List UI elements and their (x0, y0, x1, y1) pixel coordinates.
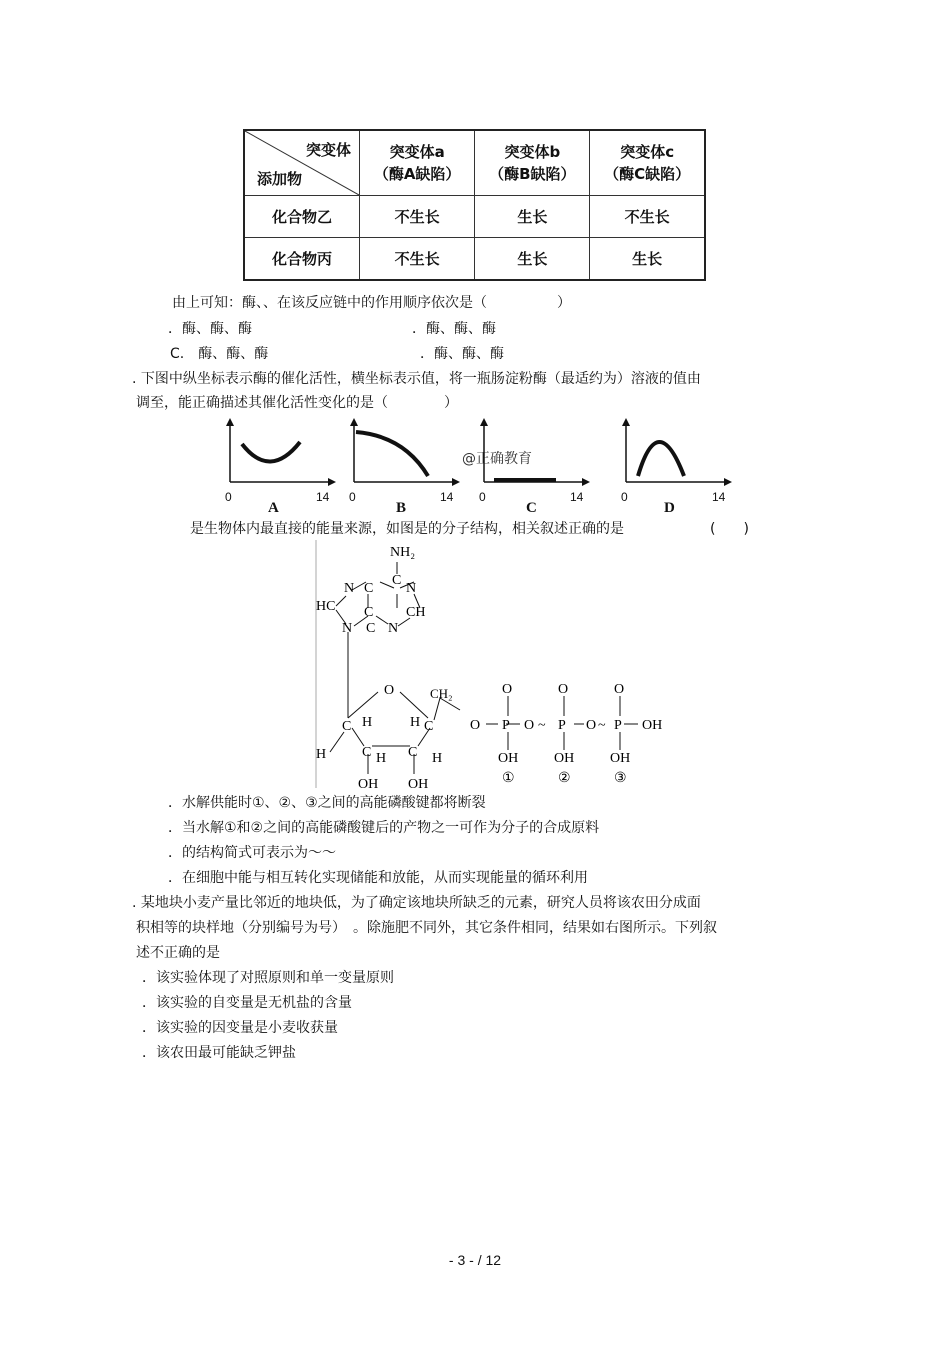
graph-a-x0: 0 (225, 490, 232, 504)
svg-text:O: O (384, 683, 395, 698)
svg-text:OH: OH (498, 751, 519, 766)
svg-text:H: H (316, 747, 327, 762)
table-corner-cell (244, 130, 360, 196)
graph-b-label: B (396, 500, 407, 516)
graph-d-curve (638, 442, 684, 476)
svg-text:C: C (392, 573, 402, 588)
row-label: 化合物乙 (244, 196, 360, 238)
wheat-option-b[interactable]: ．该实验的自变量是无机盐的含量 (142, 995, 352, 1011)
wheat-question-line3: 述不正确的是 (136, 945, 220, 961)
graph-c-x1: 14 (570, 490, 584, 504)
graph-a-label: A (268, 500, 279, 516)
wheat-option-a[interactable]: ．该实验体现了对照原则和单一变量原则 (142, 970, 394, 986)
svg-text:O: O (524, 718, 535, 733)
graph-b-x1: 14 (440, 490, 454, 504)
graph-c[interactable] (476, 418, 596, 516)
graph-d[interactable] (618, 418, 738, 516)
svg-text:H: H (362, 715, 373, 730)
col-header-sub: （酶B缺陷） (489, 165, 576, 183)
enzyme-option-d[interactable]: ．酶、酶、酶 (420, 346, 504, 362)
svg-text:C: C (362, 745, 372, 760)
table-cell: 不生长 (360, 237, 475, 280)
wheat-question-line2: 积相等的块样地（分别编号为号） 。除施肥不同外，其它条件相同，结果如右图所示。下列叙 (136, 920, 717, 936)
atp-option-d[interactable]: ．在细胞中能与相互转化实现储能和放能，从而实现能量的循环利用 (168, 870, 588, 886)
corner-top-label: 突变体 (305, 141, 351, 159)
col-header-sub: （酶C缺陷） (604, 165, 691, 183)
graph-c-label: C (526, 500, 537, 516)
graph-a-x1: 14 (316, 490, 330, 504)
graph-b[interactable] (346, 418, 466, 516)
col-header-sub: （酶A缺陷） (373, 165, 461, 183)
col-header-name: 突变体c (620, 143, 675, 161)
graph-d-label: D (664, 500, 675, 516)
svg-text:P: P (558, 718, 566, 733)
svg-text:CH: CH (406, 605, 426, 620)
svg-text:OH: OH (358, 777, 379, 790)
svg-text:N: N (344, 581, 355, 596)
graph-a-curve (242, 442, 300, 462)
graph-b-plot (346, 418, 466, 488)
svg-text:N: N (406, 581, 417, 596)
svg-text:P: P (614, 718, 622, 733)
enzyme-question-stem: 由上可知：酶、、在该反应链中的作用顺序依次是（ ） (172, 295, 571, 311)
svg-text:O: O (470, 718, 481, 733)
table-row (244, 237, 705, 280)
table-row (244, 196, 705, 238)
enzyme-option-c[interactable]: C. 酶、酶、酶 (170, 346, 269, 362)
atp-option-a[interactable]: ．水解供能时①、②、③之间的高能磷酸键都将断裂 (168, 795, 486, 811)
svg-text:P: P (502, 718, 510, 733)
svg-text:C: C (342, 719, 352, 734)
svg-text:HC: HC (316, 599, 336, 614)
atp-option-b[interactable]: ．当水解①和②之间的高能磷酸键后的产物之一可作为分子的合成原料 (168, 820, 600, 836)
wheat-option-c[interactable]: ．该实验的因变量是小麦收获量 (142, 1020, 338, 1036)
svg-text:OH: OH (408, 777, 429, 790)
svg-text:H: H (432, 751, 443, 766)
marker-1: ① (502, 771, 515, 786)
ph-question-line1: . 下图中纵坐标表示酶的催化活性，横坐标表示值，将一瓶肠淀粉酶（最适约为）溶液的值由 (132, 371, 701, 387)
wheat-question-line1: . 某地块小麦产量比邻近的地块低，为了确定该地块所缺乏的元素，研究人员将该农田分成面 (132, 895, 701, 911)
col-header-name: 突变体a (389, 143, 445, 161)
enzyme-option-a[interactable]: ．酶、酶、酶 (168, 321, 252, 337)
col-header (590, 130, 705, 196)
table-cell: 不生长 (360, 196, 475, 238)
wheat-option-d[interactable]: ．该农田最可能缺乏钾盐 (142, 1045, 296, 1061)
graph-b-x0: 0 (349, 490, 356, 504)
page-number: - 3 - / 12 (448, 1252, 502, 1268)
mutant-table (243, 129, 706, 281)
svg-text:N: N (388, 621, 399, 636)
graph-b-curve (356, 432, 428, 476)
svg-text:C: C (366, 621, 376, 636)
svg-text:CH₂: CH₂ (430, 686, 453, 701)
graph-c-x0: 0 (479, 490, 486, 504)
graph-d-plot (618, 418, 738, 488)
col-header-name: 突变体b (504, 143, 561, 161)
svg-text:N: N (342, 621, 353, 636)
graph-a-plot (222, 418, 342, 488)
svg-text:OH: OH (642, 718, 663, 733)
svg-text:C: C (424, 719, 434, 734)
graph-d-x1: 14 (712, 490, 726, 504)
graph-d-x0: 0 (621, 490, 628, 504)
atp-option-c[interactable]: ．的结构简式可表示为～～ (168, 845, 336, 861)
col-header (360, 130, 475, 196)
ph-question-line2: 调至，能正确描述其催化活性变化的是（ ） (136, 395, 458, 411)
svg-text:O: O (502, 682, 513, 697)
row-label: 化合物丙 (244, 237, 360, 280)
svg-text:H: H (410, 715, 421, 730)
table-cell: 生长 (475, 237, 590, 280)
svg-text:O: O (586, 718, 597, 733)
table-cell: 不生长 (590, 196, 705, 238)
graph-c-plot (476, 418, 596, 488)
svg-text:O: O (558, 682, 569, 697)
atp-molecule-diagram (310, 540, 680, 790)
col-header (475, 130, 590, 196)
atp-structure-svg (310, 540, 680, 790)
enzyme-option-b[interactable]: ．酶、酶、酶 (412, 321, 496, 337)
table-cell: 生长 (475, 196, 590, 238)
atp-question-stem: 是生物体内最直接的能量来源，如图是的分子结构，相关叙述正确的是 (190, 521, 624, 537)
atp-question-paren: ( ) (710, 521, 749, 537)
marker-3: ③ (614, 771, 627, 786)
svg-text:OH: OH (554, 751, 575, 766)
graph-a[interactable] (222, 418, 342, 516)
atom-nh2: NH₂ (390, 545, 416, 560)
svg-text:OH: OH (610, 751, 631, 766)
watermark-text: @正确教育 (462, 451, 532, 467)
svg-text:~: ~ (538, 718, 546, 733)
table-cell: 生长 (590, 237, 705, 280)
marker-2: ② (558, 771, 571, 786)
svg-text:C: C (408, 745, 418, 760)
svg-text:H: H (376, 751, 387, 766)
svg-text:C: C (364, 605, 374, 620)
svg-text:O: O (614, 682, 625, 697)
svg-text:C: C (364, 581, 374, 596)
corner-bottom-label: 添加物 (257, 170, 303, 188)
svg-text:~: ~ (598, 718, 606, 733)
